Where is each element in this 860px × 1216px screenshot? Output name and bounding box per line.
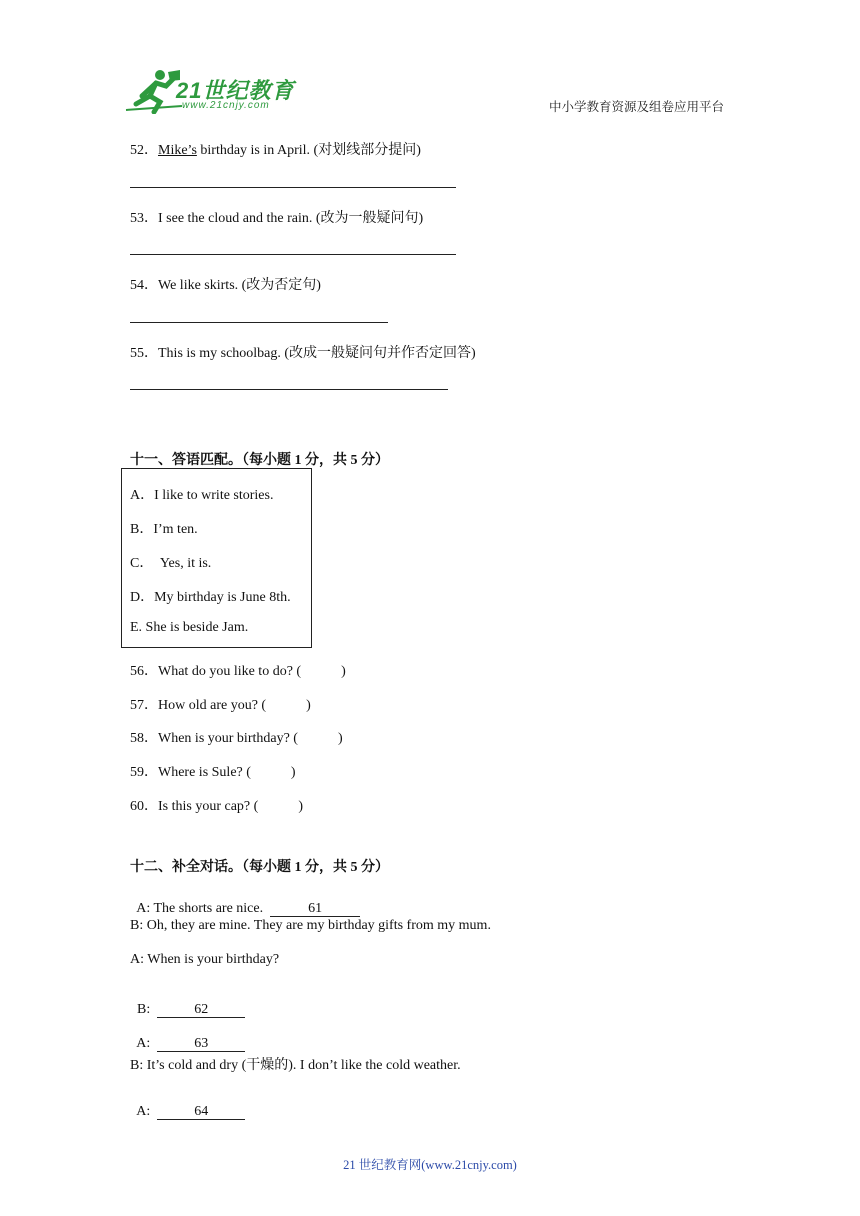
question-56: 56．What do you like to do? ( ) [130, 664, 346, 679]
question-57: 57．How old are you? ( ) [130, 698, 311, 713]
underlined-word: Mike’s [158, 143, 197, 158]
question-54: 54．We like skirts. (改为否定句) [130, 278, 321, 293]
option-d: D．My birthday is June 8th. [130, 590, 291, 605]
question-60: 60．Is this your cap? ( ) [130, 799, 303, 814]
blank-62: 62 [157, 1002, 245, 1018]
dialogue-line-2: B: Oh, they are mine. They are my birthday gifts from my mum. [130, 918, 491, 933]
logo-url: www.21cnjy.com [182, 100, 270, 111]
question-58: 58．When is your birthday? ( ) [130, 731, 343, 746]
answer-line-52 [130, 187, 456, 188]
answer-line-54 [130, 322, 388, 323]
dialogue-line-4: B: 62 [130, 986, 245, 1018]
dialogue-line-1: A: The shorts are nice. 61 [130, 885, 360, 917]
answer-line-55 [130, 389, 448, 390]
option-e: E. She is beside Jam. [130, 620, 249, 635]
site-logo [122, 66, 295, 114]
header-platform-text: 中小学教育资源及组卷应用平台 [549, 100, 725, 114]
blank-63: 63 [157, 1036, 245, 1052]
dialogue-line-5: A: 63 [130, 1020, 245, 1052]
option-c: C． Yes, it is. [130, 556, 212, 571]
logo-text: 21世纪教育 [176, 78, 295, 103]
dialogue-line-3: A: When is your birthday? [130, 952, 280, 967]
dialogue-line-6: B: It’s cold and dry (干燥的). I don’t like the cold weather. [130, 1058, 461, 1073]
blank-61: 61 [270, 901, 360, 917]
question-55: 55．This is my schoolbag. (改成一般疑问句并作否定回答) [130, 346, 476, 361]
question-53: 53．I see the cloud and the rain. (改为一般疑问句) [130, 211, 424, 226]
option-a: A．I like to write stories. [130, 488, 274, 503]
option-b: B．I’m ten. [130, 522, 198, 537]
question-59: 59．Where is Sule? ( ) [130, 765, 296, 780]
section-11-title: 十一、答语匹配。（每小题 1 分，共 5 分） [130, 453, 389, 468]
question-52: 52．Mike’s birthday is in April. (对划线部分提问) [130, 143, 421, 158]
dialogue-line-7: A: 64 [130, 1088, 245, 1120]
answer-line-53 [130, 254, 456, 255]
section-12-title: 十二、补全对话。（每小题 1 分，共 5 分） [130, 860, 389, 875]
footer-link[interactable]: 21 世纪教育网(www.21cnjy.com) [343, 1158, 517, 1172]
blank-64: 64 [157, 1104, 245, 1120]
